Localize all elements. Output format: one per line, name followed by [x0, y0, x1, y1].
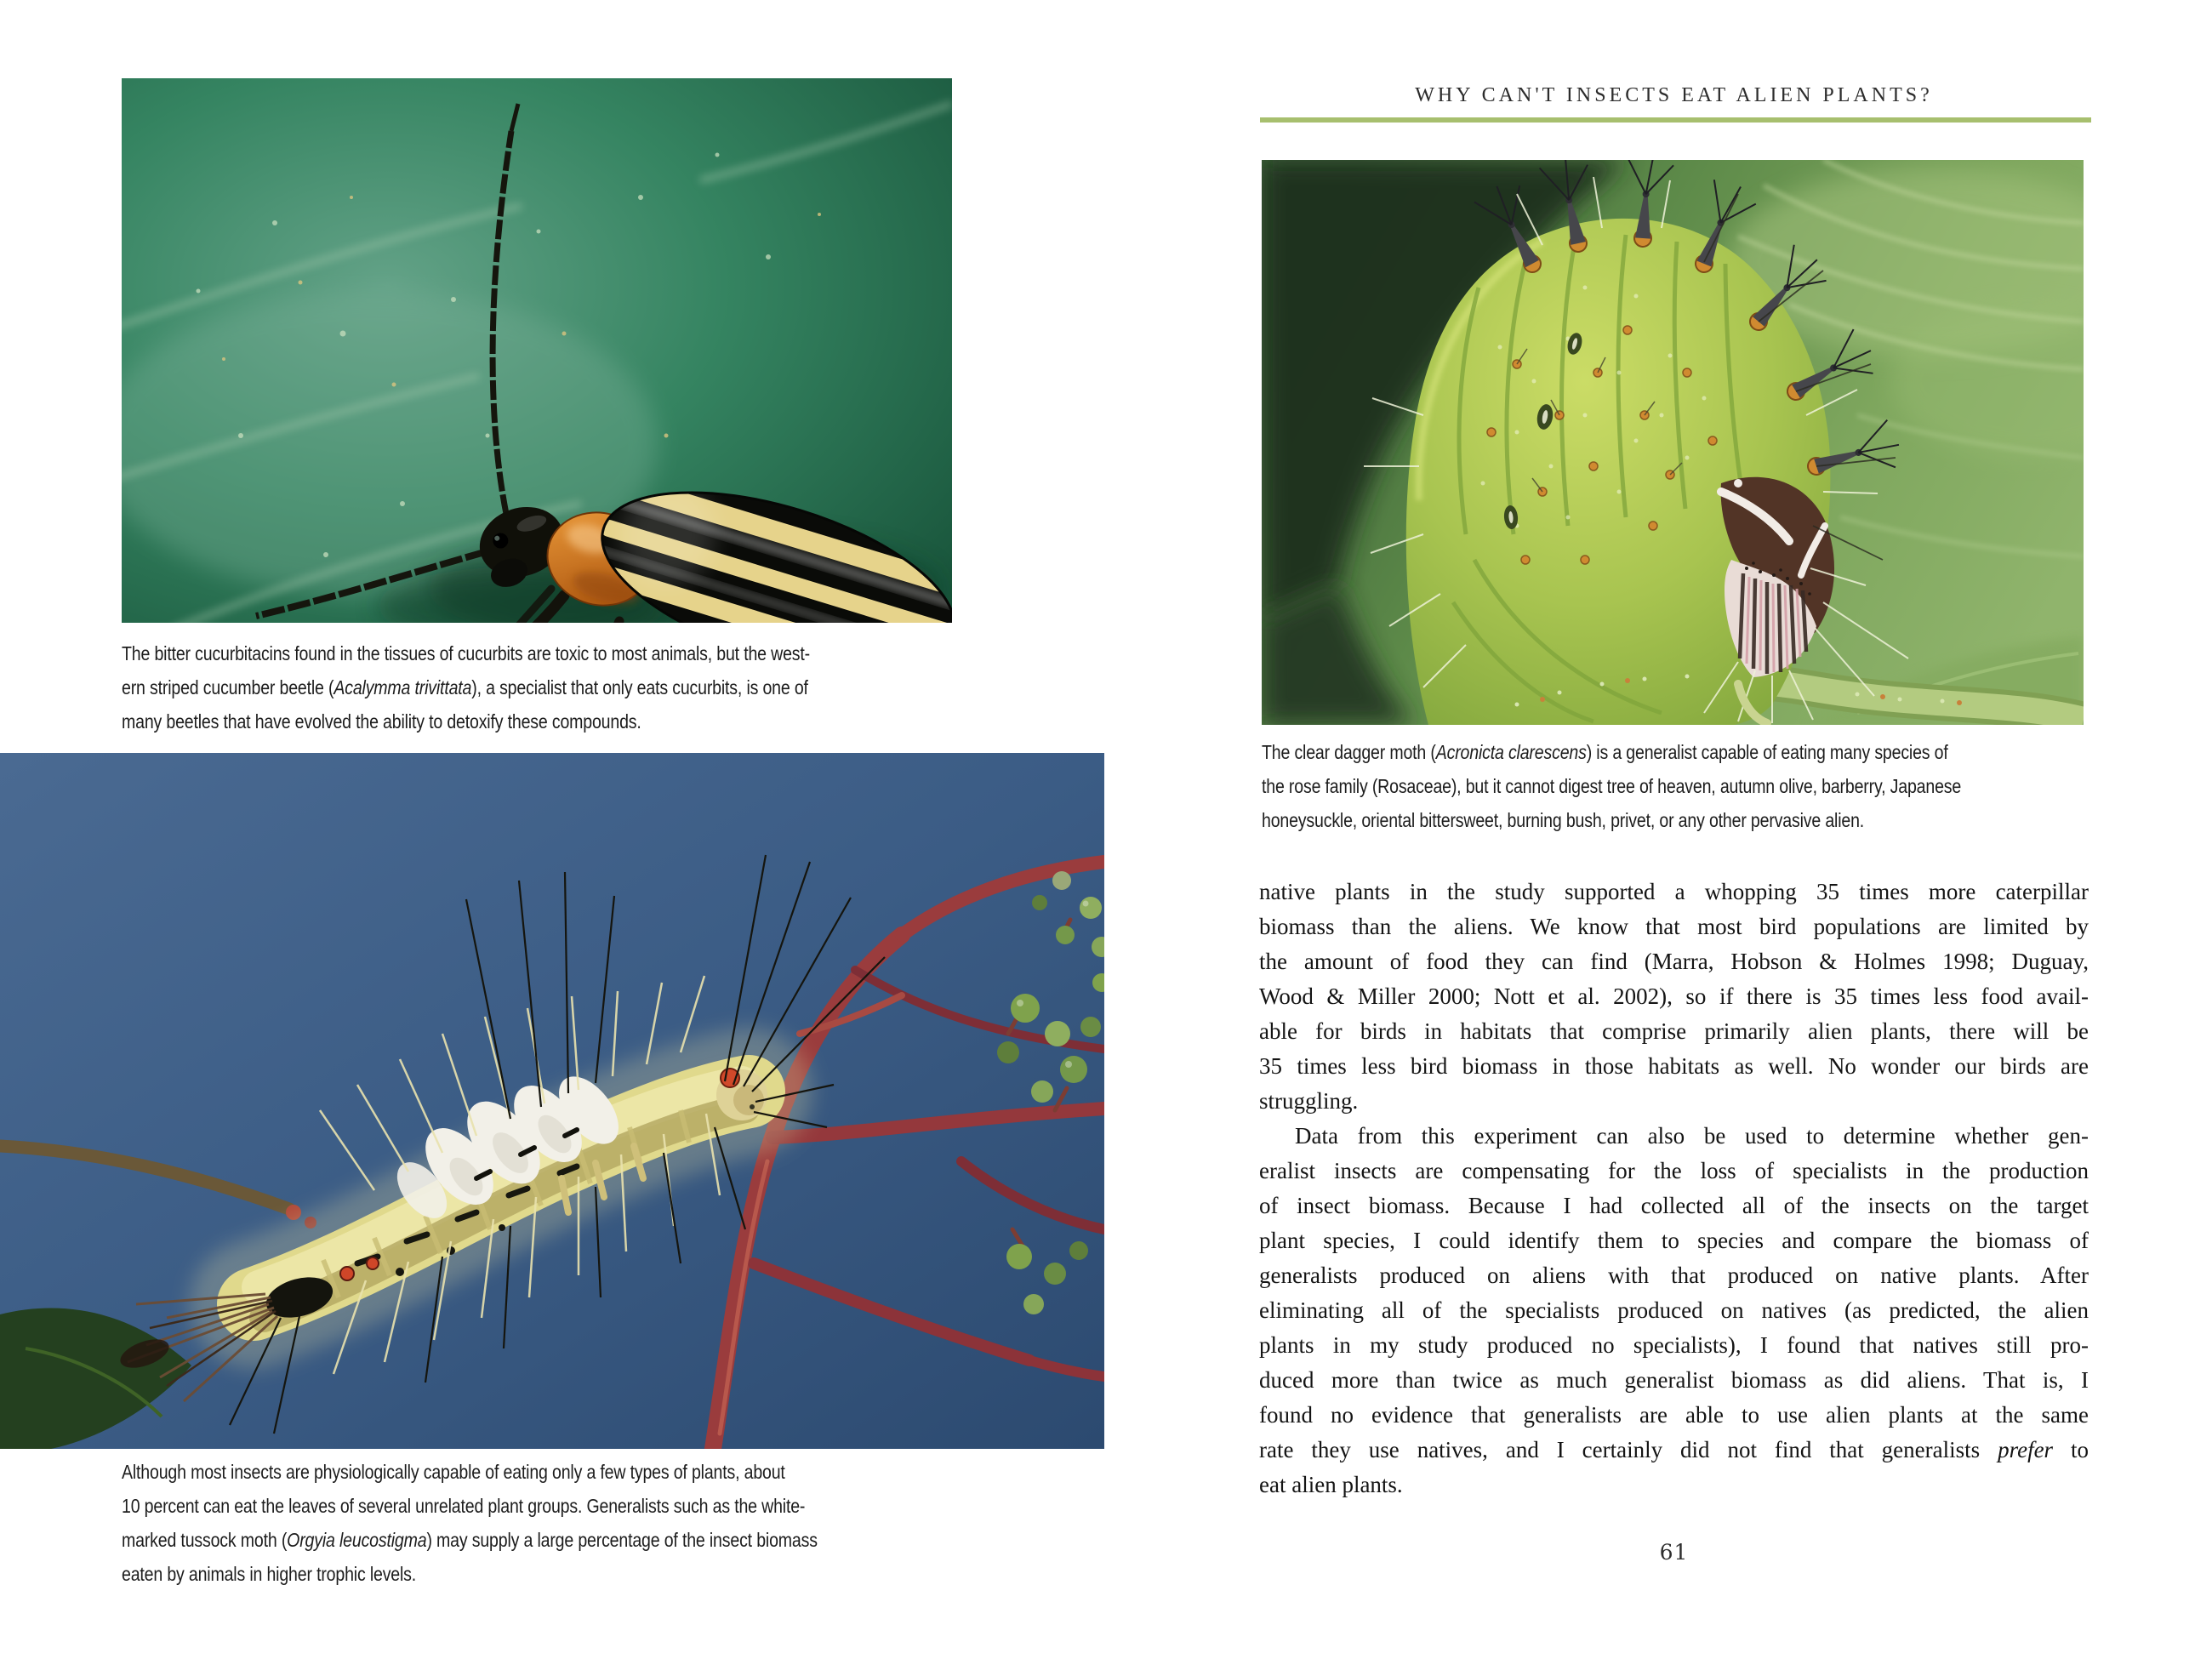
caption-line: eaten by animals in higher trophic levels. [122, 1563, 417, 1585]
body-line: Data from this experiment can also be used to determine whether gen- [1295, 1123, 2089, 1149]
tussock-moth-illustration [0, 753, 1104, 1449]
body-line: able for birds in habitats that comprise primarily alien plants, there will be [1259, 1018, 2089, 1044]
caption-line: many beetles that have evolved the ability to detoxify these compounds. [122, 710, 641, 733]
body-text [1259, 875, 2089, 1502]
body-line: found no evidence that generalists are able to use alien plants at the same [1259, 1402, 2089, 1428]
body-line: plant species, I could identify them to species and compare the biomass of [1259, 1228, 2089, 1253]
emphasis-word: prefer [1998, 1437, 2054, 1462]
dagger-moth-photo [1262, 160, 2084, 725]
body-line: Wood & Miller 2000; Nott et al. 2002), so if there is 35 times less food avail- [1259, 983, 2089, 1009]
dagger-moth-illustration [1262, 160, 2084, 725]
caption-line: honeysuckle, oriental bittersweet, burning bush, privet, or any other pervasive alien. [1262, 809, 1865, 831]
body-line: duced more than twice as much generalist biomass as did aliens. That is, I [1259, 1367, 2089, 1393]
body-line: eliminating all of the specialists produced on natives (as predicted, the alien [1259, 1297, 2089, 1323]
dagger-caption [1262, 735, 2091, 837]
page-number: 61 [1659, 1540, 1689, 1565]
body-line: native plants in the study supported a whopping 35 times more caterpillar [1259, 879, 2089, 904]
caption-line: the rose family (Rosaceae), but it cannot digest tree of heaven, autumn olive, barberry, Japanese [1262, 775, 1962, 797]
caption-line: The bitter cucurbitacins found in the tissues of cucurbits are toxic to most animals, but the west- [122, 642, 811, 664]
cucumber-beetle-illustration [122, 78, 952, 623]
section-rule [1260, 117, 2091, 123]
body-line: the amount of food they can find (Marra, Hobson & Holmes 1998; Duguay, [1259, 949, 2089, 974]
caption-line: marked tussock moth (Orgyia leucostigma) may supply a large percentage of the insect biomass [122, 1529, 818, 1551]
tussock-moth-photo [0, 753, 1104, 1449]
caption-line: Although most insects are physiologically capable of eating only a few types of plants, about [122, 1461, 785, 1483]
caption-line: ern striped cucumber beetle (Acalymma trivittata), a specialist that only eats cucurbits, is one of [122, 676, 808, 698]
cucumber-beetle-photo [122, 78, 952, 623]
species-name: Acronicta clarescens [1435, 741, 1587, 763]
body-line: biomass than the aliens. We know that most bird populations are limited by [1259, 914, 2089, 939]
beetle-caption [122, 636, 972, 738]
body-line: of insect biomass. Because I had collected all of the insects on the target [1259, 1193, 2089, 1218]
body-line: generalists produced on aliens with that produced on native plants. After [1259, 1263, 2089, 1288]
caption-line: The clear dagger moth (Acronicta clarescens) is a generalist capable of eating many species of [1262, 741, 1948, 763]
body-line: eralist insects are compensating for the loss of specialists in the production [1259, 1158, 2089, 1183]
tussock-caption [122, 1455, 972, 1591]
species-name: Acalymma trivittata [334, 676, 472, 698]
body-line: eat alien plants. [1259, 1472, 1403, 1497]
body-line: rate they use natives, and I certainly did not find that generalists prefer to [1259, 1437, 2089, 1462]
caption-line: 10 percent can eat the leaves of several unrelated plant groups. Generalists such as the white- [122, 1495, 806, 1517]
body-line: struggling. [1259, 1088, 1359, 1114]
body-line: 35 times less bird biomass in those habitats as well. No wonder our birds are [1259, 1053, 2089, 1079]
running-head: WHY CAN'T INSECTS EAT ALIEN PLANTS? [1415, 84, 1933, 106]
species-name: Orgyia leucostigma [287, 1529, 427, 1551]
body-line: plants in my study produced no specialists), I found that natives still pro- [1259, 1332, 2089, 1358]
